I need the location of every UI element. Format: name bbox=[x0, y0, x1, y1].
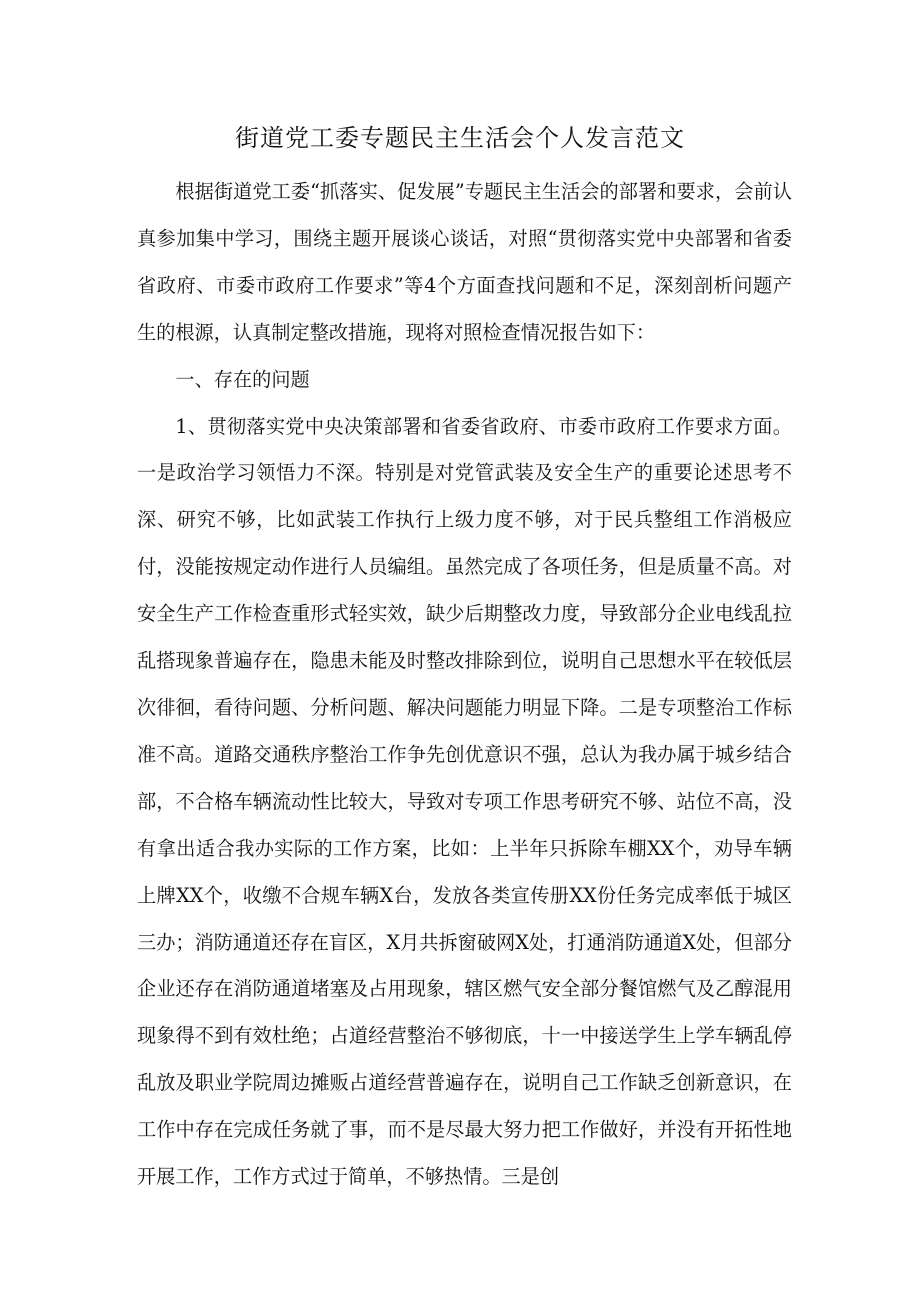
intro-paragraph: 根据街道党工委“抓落实、促发展”专题民主生活会的部署和要求，会前认真参加集中学习，围绕主题开展谈心谈话，对照“贯彻落实党中央部署和省委省政府、市委市政府工作要求”等4个方面查找问题和不足，深刻剖析问题产生的根源，认真制定整改措施，现将对照检查情况报告如下： bbox=[137, 180, 792, 344]
document-title: 街道党工委专题民主生活会个人发言范文 bbox=[235, 124, 685, 152]
body-paragraph: 1、贯彻落实党中央决策部署和省委省政府、市委市政府工作要求方面。一是政治学习领悟力不深。特别是对党管武装及安全生产的重要论述思考不深、研究不够，比如武装工作执行上级力度不够，对于民兵整组工作消极应付，没能按规定动作进行人员编组。虽然完成了各项任务，但是质量不高。对安全生产工作检查重形式轻实效，缺少后期整改力度，导致部分企业电线乱拉乱搭现象普遍存在，隐患未能及时整改排除到位，说明自己思想水平在较低层次徘徊，看待问题、分析问题、解决问题能力明显下降。二是专项整治工作标准不高。道路交通秩序整治工作争先创优意识不强，总认为我办属于城乡结合部，不合格车辆流动性比较大，导致对专项工作思考研究不够、站位不高，没有拿出适合我办实际的工作方案，比如：上半年只拆除车棚XX个，劝导车辆上牌XX个，收缴不合规车辆X台，发放各类宣传册XX份任务完成率低于城区三办；消防通道还存在盲区，X月共拆窗破网X处，打通消防通道X处，但部分企业还存在消防通道堵塞及占用现象，辖区燃气安全部分餐馆燃气及乙醇混用现象得不到有效杜绝；占道经营整治不够彻底，十一中接送学生上学车辆乱停乱放及职业学院周边摊贩占道经营普遍存在，说明自己工作缺乏创新意识，在工作中存在完成任务就了事，而不是尽最大努力把工作做好，并没有开拓性地开展工作，工作方式过于简单，不够热情。三是创 bbox=[137, 414, 792, 1189]
document-body bbox=[137, 169, 792, 1201]
section-heading: 一、存在的问题 bbox=[175, 367, 310, 391]
